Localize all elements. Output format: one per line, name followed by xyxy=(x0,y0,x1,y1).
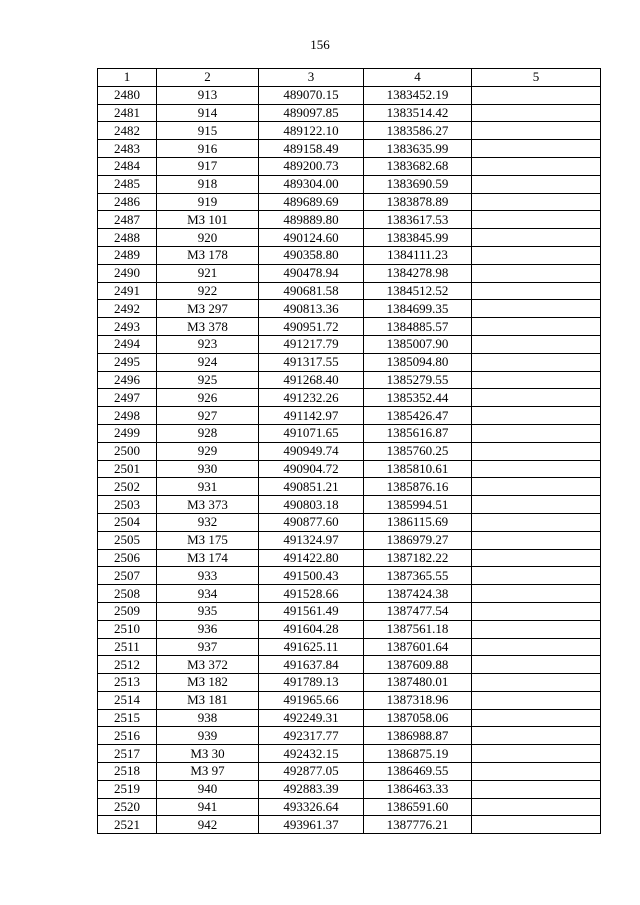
table-row xyxy=(98,585,601,603)
table-header-row xyxy=(98,69,601,87)
table-cell-col-3: 490951.72 xyxy=(259,318,364,336)
table-cell-col-4: 1385426.47 xyxy=(364,407,472,425)
table-row xyxy=(98,709,601,727)
table-cell-col-1: 2502 xyxy=(98,478,157,496)
table-cell-col-4: 1387776.21 xyxy=(364,816,472,834)
table-cell-col-3: 492877.05 xyxy=(259,763,364,781)
table-cell-col-2: 918 xyxy=(157,175,259,193)
table-cell-col-2: 919 xyxy=(157,193,259,211)
table-cell-col-4: 1383514.42 xyxy=(364,104,472,122)
table-cell-col-5 xyxy=(472,122,601,140)
column-header-3: 3 xyxy=(259,69,364,87)
table-cell-col-1: 2486 xyxy=(98,193,157,211)
table-row xyxy=(98,282,601,300)
column-header-1: 1 xyxy=(98,69,157,87)
table-cell-col-5 xyxy=(472,513,601,531)
table-cell-col-1: 2480 xyxy=(98,86,157,104)
table-cell-col-2: МЗ 378 xyxy=(157,318,259,336)
table-cell-col-3: 489689.69 xyxy=(259,193,364,211)
table-cell-col-2: 913 xyxy=(157,86,259,104)
table-cell-col-3: 493961.37 xyxy=(259,816,364,834)
table-cell-col-1: 2491 xyxy=(98,282,157,300)
table-cell-col-5 xyxy=(472,763,601,781)
table-row xyxy=(98,478,601,496)
table-cell-col-3: 490803.18 xyxy=(259,496,364,514)
table-cell-col-1: 2520 xyxy=(98,798,157,816)
table-cell-col-2: 942 xyxy=(157,816,259,834)
table-cell-col-4: 1386988.87 xyxy=(364,727,472,745)
table-row xyxy=(98,745,601,763)
table-cell-col-4: 1387480.01 xyxy=(364,674,472,692)
table-cell-col-1: 2509 xyxy=(98,602,157,620)
table-cell-col-3: 491625.11 xyxy=(259,638,364,656)
table-cell-col-4: 1385616.87 xyxy=(364,424,472,442)
table-cell-col-2: 923 xyxy=(157,335,259,353)
table-cell-col-1: 2500 xyxy=(98,442,157,460)
table-cell-col-3: 491071.65 xyxy=(259,424,364,442)
table-row xyxy=(98,229,601,247)
column-header-2: 2 xyxy=(157,69,259,87)
table-row xyxy=(98,567,601,585)
table-cell-col-1: 2496 xyxy=(98,371,157,389)
table-row xyxy=(98,104,601,122)
table-cell-col-4: 1387561.18 xyxy=(364,620,472,638)
table-cell-col-3: 490358.80 xyxy=(259,246,364,264)
table-cell-col-3: 492249.31 xyxy=(259,709,364,727)
table-cell-col-4: 1384699.35 xyxy=(364,300,472,318)
table-cell-col-1: 2512 xyxy=(98,656,157,674)
table-cell-col-4: 1384278.98 xyxy=(364,264,472,282)
table-cell-col-2: 920 xyxy=(157,229,259,247)
table-row xyxy=(98,318,601,336)
table-cell-col-2: МЗ 178 xyxy=(157,246,259,264)
table-cell-col-2: 930 xyxy=(157,460,259,478)
table-row xyxy=(98,353,601,371)
table-cell-col-5 xyxy=(472,620,601,638)
table-cell-col-4: 1387318.96 xyxy=(364,691,472,709)
table-cell-col-2: МЗ 101 xyxy=(157,211,259,229)
table-cell-col-4: 1386979.27 xyxy=(364,531,472,549)
table-cell-col-2: МЗ 373 xyxy=(157,496,259,514)
table-cell-col-2: 916 xyxy=(157,140,259,158)
table-cell-col-4: 1385994.51 xyxy=(364,496,472,514)
table-cell-col-4: 1385810.61 xyxy=(364,460,472,478)
table-cell-col-1: 2514 xyxy=(98,691,157,709)
table-cell-col-4: 1386591.60 xyxy=(364,798,472,816)
table-row xyxy=(98,638,601,656)
table-cell-col-4: 1387058.06 xyxy=(364,709,472,727)
table-row xyxy=(98,763,601,781)
table-cell-col-1: 2506 xyxy=(98,549,157,567)
table-cell-col-5 xyxy=(472,318,601,336)
table-cell-col-2: 932 xyxy=(157,513,259,531)
table-cell-col-1: 2515 xyxy=(98,709,157,727)
table-cell-col-3: 491317.55 xyxy=(259,353,364,371)
table-cell-col-2: 935 xyxy=(157,602,259,620)
table-cell-col-4: 1386463.33 xyxy=(364,780,472,798)
table-cell-col-4: 1383878.89 xyxy=(364,193,472,211)
table-cell-col-1: 2483 xyxy=(98,140,157,158)
table-cell-col-3: 490851.21 xyxy=(259,478,364,496)
table-cell-col-5 xyxy=(472,175,601,193)
table-cell-col-5 xyxy=(472,674,601,692)
table-cell-col-5 xyxy=(472,86,601,104)
table-cell-col-3: 489122.10 xyxy=(259,122,364,140)
table-row xyxy=(98,496,601,514)
table-cell-col-3: 491789.13 xyxy=(259,674,364,692)
table-cell-col-3: 489200.73 xyxy=(259,157,364,175)
table-cell-col-4: 1383635.99 xyxy=(364,140,472,158)
table-cell-col-3: 492883.39 xyxy=(259,780,364,798)
table-cell-col-3: 490681.58 xyxy=(259,282,364,300)
table-cell-col-3: 491528.66 xyxy=(259,585,364,603)
table-cell-col-5 xyxy=(472,104,601,122)
table-cell-col-2: 938 xyxy=(157,709,259,727)
table-cell-col-3: 492432.15 xyxy=(259,745,364,763)
table-cell-col-1: 2481 xyxy=(98,104,157,122)
table-body xyxy=(98,86,601,833)
coordinates-table xyxy=(97,68,601,834)
table-cell-col-1: 2492 xyxy=(98,300,157,318)
table-cell-col-3: 489889.80 xyxy=(259,211,364,229)
table-cell-col-3: 493326.64 xyxy=(259,798,364,816)
table-cell-col-1: 2493 xyxy=(98,318,157,336)
table-cell-col-1: 2488 xyxy=(98,229,157,247)
table-cell-col-5 xyxy=(472,460,601,478)
table-cell-col-3: 489158.49 xyxy=(259,140,364,158)
table-cell-col-2: МЗ 181 xyxy=(157,691,259,709)
table-row xyxy=(98,798,601,816)
table-cell-col-1: 2490 xyxy=(98,264,157,282)
table-row xyxy=(98,264,601,282)
table-cell-col-1: 2484 xyxy=(98,157,157,175)
table-cell-col-2: 933 xyxy=(157,567,259,585)
table-row xyxy=(98,193,601,211)
table-cell-col-5 xyxy=(472,638,601,656)
table-cell-col-3: 491637.84 xyxy=(259,656,364,674)
table-cell-col-5 xyxy=(472,407,601,425)
table-row xyxy=(98,122,601,140)
table-row xyxy=(98,727,601,745)
table-cell-col-1: 2513 xyxy=(98,674,157,692)
table-cell-col-2: МЗ 372 xyxy=(157,656,259,674)
table-row xyxy=(98,460,601,478)
table-cell-col-1: 2482 xyxy=(98,122,157,140)
table-cell-col-5 xyxy=(472,335,601,353)
table-cell-col-2: МЗ 297 xyxy=(157,300,259,318)
table-cell-col-4: 1386115.69 xyxy=(364,513,472,531)
table-cell-col-5 xyxy=(472,478,601,496)
table-cell-col-3: 490124.60 xyxy=(259,229,364,247)
table-cell-col-1: 2505 xyxy=(98,531,157,549)
table-cell-col-3: 490949.74 xyxy=(259,442,364,460)
column-header-4: 4 xyxy=(364,69,472,87)
table-cell-col-4: 1385352.44 xyxy=(364,389,472,407)
table-cell-col-5 xyxy=(472,549,601,567)
table-row xyxy=(98,691,601,709)
table-cell-col-3: 491217.79 xyxy=(259,335,364,353)
table-cell-col-4: 1387424.38 xyxy=(364,585,472,603)
table-row xyxy=(98,780,601,798)
table-row xyxy=(98,157,601,175)
table-cell-col-4: 1384885.57 xyxy=(364,318,472,336)
table-row xyxy=(98,175,601,193)
table-row xyxy=(98,549,601,567)
table-cell-col-2: МЗ 97 xyxy=(157,763,259,781)
table-cell-col-2: МЗ 175 xyxy=(157,531,259,549)
table-cell-col-1: 2511 xyxy=(98,638,157,656)
table-cell-col-4: 1385876.16 xyxy=(364,478,472,496)
table-cell-col-3: 490813.36 xyxy=(259,300,364,318)
table-cell-col-3: 489070.15 xyxy=(259,86,364,104)
table-cell-col-2: МЗ 30 xyxy=(157,745,259,763)
table-row xyxy=(98,620,601,638)
table-row xyxy=(98,424,601,442)
table-cell-col-5 xyxy=(472,424,601,442)
table-row xyxy=(98,442,601,460)
table-row xyxy=(98,211,601,229)
table-cell-col-5 xyxy=(472,602,601,620)
table-cell-col-2: МЗ 182 xyxy=(157,674,259,692)
table-cell-col-2: 928 xyxy=(157,424,259,442)
table-cell-col-5 xyxy=(472,567,601,585)
table-cell-col-5 xyxy=(472,496,601,514)
table-cell-col-2: 941 xyxy=(157,798,259,816)
table-cell-col-1: 2497 xyxy=(98,389,157,407)
table-cell-col-5 xyxy=(472,264,601,282)
table-row xyxy=(98,140,601,158)
table-cell-col-3: 491324.97 xyxy=(259,531,364,549)
table-cell-col-3: 491561.49 xyxy=(259,602,364,620)
table-row xyxy=(98,513,601,531)
table-cell-col-2: 925 xyxy=(157,371,259,389)
table-cell-col-4: 1386469.55 xyxy=(364,763,472,781)
table-cell-col-4: 1387609.88 xyxy=(364,656,472,674)
table-cell-col-4: 1383452.19 xyxy=(364,86,472,104)
table-cell-col-5 xyxy=(472,389,601,407)
table-cell-col-2: 915 xyxy=(157,122,259,140)
table-cell-col-1: 2518 xyxy=(98,763,157,781)
table-cell-col-4: 1386875.19 xyxy=(364,745,472,763)
table-cell-col-3: 490877.60 xyxy=(259,513,364,531)
table-cell-col-1: 2501 xyxy=(98,460,157,478)
table-cell-col-5 xyxy=(472,531,601,549)
table-row xyxy=(98,602,601,620)
table-cell-col-2: 924 xyxy=(157,353,259,371)
table-cell-col-4: 1387601.64 xyxy=(364,638,472,656)
table-cell-col-1: 2521 xyxy=(98,816,157,834)
table-row xyxy=(98,816,601,834)
table-cell-col-2: 931 xyxy=(157,478,259,496)
table-cell-col-2: 926 xyxy=(157,389,259,407)
table-cell-col-4: 1384111.23 xyxy=(364,246,472,264)
table-cell-col-5 xyxy=(472,193,601,211)
table-cell-col-3: 491268.40 xyxy=(259,371,364,389)
table-cell-col-5 xyxy=(472,585,601,603)
table-cell-col-4: 1387182.22 xyxy=(364,549,472,567)
table-cell-col-4: 1383845.99 xyxy=(364,229,472,247)
table-cell-col-3: 490478.94 xyxy=(259,264,364,282)
page-number: 156 xyxy=(310,37,330,52)
table-cell-col-1: 2504 xyxy=(98,513,157,531)
table-cell-col-3: 491422.80 xyxy=(259,549,364,567)
table-cell-col-4: 1384512.52 xyxy=(364,282,472,300)
table-cell-col-2: МЗ 174 xyxy=(157,549,259,567)
table-cell-col-2: 927 xyxy=(157,407,259,425)
table-cell-col-3: 491232.26 xyxy=(259,389,364,407)
table-cell-col-4: 1387365.55 xyxy=(364,567,472,585)
table-cell-col-5 xyxy=(472,353,601,371)
table-cell-col-3: 491142.97 xyxy=(259,407,364,425)
table-cell-col-1: 2517 xyxy=(98,745,157,763)
table-cell-col-1: 2489 xyxy=(98,246,157,264)
table-cell-col-1: 2485 xyxy=(98,175,157,193)
table-cell-col-3: 489097.85 xyxy=(259,104,364,122)
table-cell-col-1: 2494 xyxy=(98,335,157,353)
table-cell-col-5 xyxy=(472,745,601,763)
table-cell-col-4: 1383690.59 xyxy=(364,175,472,193)
column-header-5: 5 xyxy=(472,69,601,87)
table-row xyxy=(98,335,601,353)
table-cell-col-4: 1383586.27 xyxy=(364,122,472,140)
table-row xyxy=(98,300,601,318)
table-cell-col-4: 1383617.53 xyxy=(364,211,472,229)
table-cell-col-1: 2508 xyxy=(98,585,157,603)
table-cell-col-3: 489304.00 xyxy=(259,175,364,193)
table-cell-col-2: 940 xyxy=(157,780,259,798)
table-cell-col-4: 1385094.80 xyxy=(364,353,472,371)
table-cell-col-3: 492317.77 xyxy=(259,727,364,745)
table-cell-col-3: 491965.66 xyxy=(259,691,364,709)
table-cell-col-4: 1385007.90 xyxy=(364,335,472,353)
table-row xyxy=(98,389,601,407)
table-cell-col-1: 2498 xyxy=(98,407,157,425)
table-cell-col-3: 491604.28 xyxy=(259,620,364,638)
table-cell-col-5 xyxy=(472,442,601,460)
table-cell-col-2: 929 xyxy=(157,442,259,460)
table-cell-col-4: 1383682.68 xyxy=(364,157,472,175)
table-cell-col-2: 917 xyxy=(157,157,259,175)
table-cell-col-5 xyxy=(472,709,601,727)
table-cell-col-1: 2507 xyxy=(98,567,157,585)
table-cell-col-5 xyxy=(472,656,601,674)
table-cell-col-5 xyxy=(472,282,601,300)
table-cell-col-5 xyxy=(472,211,601,229)
table-cell-col-2: 937 xyxy=(157,638,259,656)
table-cell-col-5 xyxy=(472,691,601,709)
table-row xyxy=(98,246,601,264)
table-cell-col-1: 2519 xyxy=(98,780,157,798)
table-cell-col-5 xyxy=(472,798,601,816)
table-cell-col-5 xyxy=(472,371,601,389)
table-cell-col-1: 2503 xyxy=(98,496,157,514)
table-cell-col-5 xyxy=(472,727,601,745)
table-cell-col-2: 936 xyxy=(157,620,259,638)
table-cell-col-2: 934 xyxy=(157,585,259,603)
table-row xyxy=(98,656,601,674)
table-row xyxy=(98,407,601,425)
table-cell-col-1: 2510 xyxy=(98,620,157,638)
table-cell-col-5 xyxy=(472,157,601,175)
table-cell-col-5 xyxy=(472,229,601,247)
table-cell-col-5 xyxy=(472,246,601,264)
table-cell-col-3: 490904.72 xyxy=(259,460,364,478)
table-cell-col-1: 2487 xyxy=(98,211,157,229)
table-cell-col-5 xyxy=(472,300,601,318)
table-cell-col-5 xyxy=(472,780,601,798)
table-cell-col-2: 939 xyxy=(157,727,259,745)
table-cell-col-5 xyxy=(472,816,601,834)
table-cell-col-5 xyxy=(472,140,601,158)
table-cell-col-4: 1387477.54 xyxy=(364,602,472,620)
table-row xyxy=(98,86,601,104)
table-cell-col-2: 914 xyxy=(157,104,259,122)
table-row xyxy=(98,674,601,692)
table-cell-col-2: 922 xyxy=(157,282,259,300)
table-cell-col-4: 1385279.55 xyxy=(364,371,472,389)
table-cell-col-1: 2495 xyxy=(98,353,157,371)
table-cell-col-2: 921 xyxy=(157,264,259,282)
table-cell-col-1: 2499 xyxy=(98,424,157,442)
table-cell-col-3: 491500.43 xyxy=(259,567,364,585)
table-cell-col-4: 1385760.25 xyxy=(364,442,472,460)
table-row xyxy=(98,531,601,549)
table-row xyxy=(98,371,601,389)
table-cell-col-1: 2516 xyxy=(98,727,157,745)
